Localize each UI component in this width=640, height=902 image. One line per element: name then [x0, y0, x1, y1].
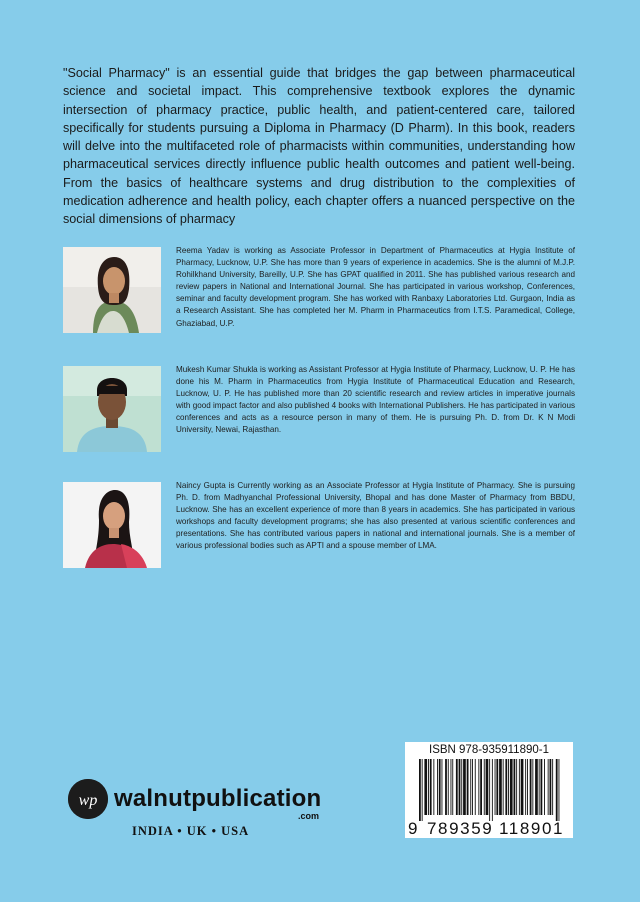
barcode-bar — [521, 759, 524, 815]
barcode-bar — [470, 759, 471, 815]
isbn-group-1: 789359 — [427, 819, 494, 838]
walnut-logo-icon — [68, 779, 108, 819]
barcode-bar — [541, 759, 543, 815]
author-photo — [63, 482, 161, 568]
barcode-bar — [461, 759, 462, 815]
barcode-bar — [456, 759, 458, 815]
isbn-group-2: 118901 — [499, 819, 565, 838]
author-photo — [63, 366, 161, 452]
barcode-bar — [459, 759, 461, 815]
barcode-bar — [544, 759, 545, 815]
barcode-bar — [499, 759, 502, 815]
barcode-bar — [556, 759, 558, 821]
barcode-bar — [451, 759, 452, 815]
barcode-bar — [419, 759, 421, 821]
barcode-bar — [535, 759, 538, 815]
barcode-bar — [422, 759, 423, 821]
barcode-bar — [478, 759, 479, 815]
barcode-bar — [428, 759, 429, 815]
barcode-bar — [525, 759, 526, 815]
barcode-bar — [430, 759, 432, 815]
publisher-countries: INDIA • UK • USA — [132, 824, 250, 838]
barcode-bar — [527, 759, 528, 815]
barcode-bar — [532, 759, 533, 815]
barcode-bar — [467, 759, 469, 815]
barcode-bar — [548, 759, 549, 815]
barcode-bar — [463, 759, 466, 815]
author-bio: Mukesh Kumar Shukla is working as Assistant Professor at Hygia Institute of Pharmacy, Lucknow, U. P. He has done his M. Pharm in Pharmaceutics from Hygia Institute of Pharmaceutical Education and Research, Lucknow, U. P. He has published more than 20 scientific research and review articles in imperative journals with good impact factor and also published 4 books with International Publishers. He has participated in various conferences and acts as a resource person in many of them. He is pursuing Ph. D. from Dr. K N Modi University, Newai, Rajasthan. — [176, 365, 575, 435]
barcode-bar — [448, 759, 449, 815]
barcode-bar — [516, 759, 517, 815]
barcode-bars — [417, 759, 563, 821]
isbn-barcode — [405, 742, 573, 838]
barcode-bar — [519, 759, 520, 815]
author-photo — [63, 247, 161, 333]
author-bio: Reema Yadav is working as Associate Professor in Department of Pharmaceutics at Hygia Institute of Pharmacy, Lucknow, U.P. She has more than 9 years of experience in academics. She is the alumni of M.J.P. Rohilkhand University, Bareilly, U.P. She has GPAT qualified in 2011. She has published various research and review papers in National and International Journal. She has participated in various workshop, Conferences, seminar and faculty development program. She has worked with Ranbaxy Laboratories Ltd. Gurgaon, India as a Research Assistant. She has completed her M. Pharm in Pharmaceutics from I.T.S. Paramedical, College, Ghaziabad, U.P. — [176, 246, 575, 328]
barcode-bar — [550, 759, 552, 815]
barcode-bar — [552, 759, 553, 815]
barcode-bar — [486, 759, 489, 815]
barcode-bar — [492, 759, 493, 821]
barcode-bar — [480, 759, 482, 815]
barcode-bar — [439, 759, 441, 815]
barcode-bar — [475, 759, 476, 815]
barcode-bar — [489, 759, 490, 821]
barcode-bar — [472, 759, 473, 815]
publisher-name: walnutpublication — [114, 785, 322, 812]
publisher-domain: .com — [298, 811, 320, 821]
barcode-bar — [442, 759, 443, 815]
book-description: "Social Pharmacy" is an essential guide that bridges the gap between pharmaceutical science and societal impact. This comprehensive textbook explores the dynamic intersection of pharmacy practice, public health, and patient-centered care, tailored specifically for students pursuing a Diploma in Pharmacy (D Pharm). In this book, readers will delve into the multifaceted role of pharmacists within communities, understanding how pharmaceutical services directly influence public health outcomes and patient well-being. From the basics of healthcare systems and drug distribution to the complexities of medication adherence and health policy, each chapter offers a nuanced perspective on the social dimensions of pharmacy — [63, 66, 575, 227]
barcode-bar — [495, 759, 496, 815]
barcode-bar — [508, 759, 509, 815]
logo-mark-text: wp — [78, 792, 98, 809]
barcode-bar — [539, 759, 540, 815]
isbn-first-digit: 9 — [408, 819, 418, 838]
barcode-bar — [559, 759, 560, 821]
isbn-label: ISBN 978-935911890-1 — [429, 744, 549, 756]
barcode-bar — [530, 759, 532, 815]
barcode-bar — [503, 759, 504, 815]
barcode-bar — [437, 759, 438, 815]
barcode-bar — [510, 759, 513, 815]
barcode-bar — [452, 759, 453, 815]
barcode-bar — [484, 759, 485, 815]
barcode-bar — [424, 759, 427, 815]
author-bio: Naincy Gupta is Currently working as an Associate Professor at Hygia Institute of Pharmacy. She is pursuing Ph. D. from Madhyanchal Professional University, Bhopal and has done Master of Pharmacy from BBDU, Lucknow. She has an excellent experience of more than 8 years in academics. She has participated in various workshops and faculty development programs; she has also presented at various scientific conferences and presentations. She has contributed various papers in national and international journals. She is a member of various professional bodies such as APTI and a spouse member of LMA. — [176, 481, 575, 551]
barcode-bar — [505, 759, 507, 815]
barcode-bar — [433, 759, 434, 815]
barcode-bar — [445, 759, 447, 815]
barcode-bar — [514, 759, 516, 815]
barcode-bar — [496, 759, 498, 815]
